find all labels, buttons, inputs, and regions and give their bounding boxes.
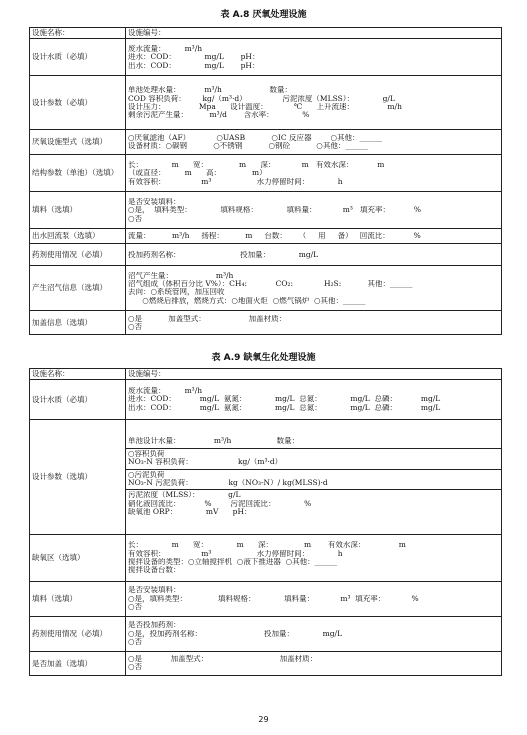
field-line: ○是 加盖型式： 加盖材质：: [128, 655, 318, 663]
field-line: 废水流量： m³/h: [128, 386, 203, 395]
facility-name-label: 设施名称：: [30, 369, 126, 380]
field-line: ○否: [128, 214, 143, 223]
facility-number-label: 设施编号：: [126, 369, 502, 380]
field-line: 有效容积： m³ 水力停留时间： h: [128, 549, 343, 558]
field-line: ○是，投加药剂名称： 投加量： mg/L: [128, 629, 343, 638]
row-label: 药剂使用情况（必填）: [30, 244, 126, 266]
table-row: [30, 192, 502, 229]
field-line: 沼气组成（体积百分比 V%）：CH₄: CO₂: H₂S: 其他：______: [128, 280, 413, 288]
field-line: 单池设计水量： m³/h 数量：: [128, 437, 300, 446]
table-a9: [29, 368, 502, 676]
row-content: [126, 535, 502, 582]
table-header-row: [30, 28, 502, 39]
row-content: [126, 155, 502, 192]
field-line: 长： m 宽： m 深： m 有效水深： m: [128, 541, 406, 550]
field-block: [126, 654, 501, 673]
field-line: 污泥浓度（MLSS）： g/L: [128, 491, 241, 500]
field-line: COD 容积负荷： kg/（m³·d） 污泥浓度（MLSS）： g/L: [128, 94, 395, 103]
field-line: ○厌氧滤池（AF） ○UASB ○IC 反应器 ○其他：______: [128, 134, 383, 142]
table-row: [30, 652, 502, 676]
row-content: [126, 130, 502, 155]
row-label: 设计水质（必填）: [30, 380, 126, 420]
row-label: 是否加盖（选填）: [30, 652, 126, 676]
field-line: 是否安装填料：: [128, 197, 181, 206]
table-row: [30, 617, 502, 652]
table-a9-caption: 表 A.9 缺氧生化处理设施: [211, 353, 316, 363]
table-row: [30, 76, 502, 130]
table-row: [30, 380, 502, 420]
field-line: ○否: [128, 322, 143, 331]
field-line: 设备材质：○碳钢 ○不锈钢 ○钢砼 ○其他：______: [128, 142, 368, 151]
table-row: [30, 229, 502, 244]
field-block: [126, 585, 501, 612]
row-content: [126, 582, 502, 617]
table-row: [30, 39, 502, 76]
field-line: 缺氧池 ORP： mV pH：: [128, 508, 252, 517]
field-line: 出水：COD： mg/L pH：: [128, 61, 260, 70]
field-line: ○是 加盖型式： 加盖材质：: [128, 314, 287, 323]
field-line: 废水流量： m³/h: [128, 44, 203, 53]
table-row: [30, 582, 502, 617]
table-row: [30, 535, 502, 582]
field-line: 剩余污泥产生量： m³/d 含水率： %: [128, 111, 310, 120]
field-block: [126, 540, 501, 576]
field-line: 投加药剂名称： 投加量： mg/L: [128, 250, 319, 259]
row-content: [126, 192, 502, 229]
field-line: ○是，填料类型： 填料规格： 填料量： m³ 填充率： %: [128, 594, 419, 603]
row-content: [126, 266, 502, 311]
row-label: 结构参数（单池）（选填）: [30, 155, 126, 192]
row-label: 产生沼气信息（选填）: [30, 266, 126, 311]
field-line: 长： m 宽： m 深： m 有效水深： m: [128, 160, 385, 169]
facility-name-label: 设施名称：: [30, 28, 126, 39]
table-row: [30, 420, 502, 535]
field-line: 去向：○系统管网，加压回收: [128, 288, 225, 297]
field-line: 流量： m³/h 扬程： m 台数： （ 用 备） 回流比： %: [128, 232, 421, 241]
field-line: ○否: [128, 603, 143, 612]
row-content: [126, 244, 502, 266]
row-content: [126, 76, 502, 130]
field-block: [126, 448, 501, 468]
field-line: 硝化液回流比： % 污泥回流比： %: [128, 499, 312, 508]
row-content: [126, 652, 502, 676]
field-line: 进水：COD： mg/L pH：: [128, 53, 260, 62]
table-a8-caption: 表 A.8 厌氧处理设施: [220, 10, 307, 20]
page-number: 29: [258, 715, 269, 724]
field-line: 设计压力： Mpa 设计温度： ℃ 上升流速： m/h: [128, 102, 402, 111]
row-label: 出水回流泵（选填）: [30, 229, 126, 244]
row-content: [126, 380, 502, 420]
table-row: [30, 244, 502, 266]
table-row: [30, 130, 502, 155]
facility-number-label: 设施编号：: [126, 28, 502, 39]
field-line: 进水：COD： mg/L 氨氮： mg/L 总氮： mg/L 总磷： mg/L: [128, 395, 441, 404]
table-a8: [29, 27, 502, 335]
table-header-row: [30, 369, 502, 380]
field-block: [126, 469, 501, 489]
field-line: 搅拌设备的类型：○立轴搅拌机 ○液下推进器 ○其他：______: [128, 557, 338, 566]
row-label: 设计参数（选填）: [30, 420, 126, 535]
row-label: 缺氧区（选填）: [30, 535, 126, 582]
field-line: 搅拌设备台数：: [128, 566, 181, 575]
field-line: 出水：COD： mg/L 氨氮： mg/L 总氮： mg/L 总磷： mg/L: [128, 403, 441, 412]
table-row: [30, 155, 502, 192]
table-row: [30, 266, 502, 311]
field-block: [126, 489, 501, 517]
row-label: 填料（选填）: [30, 192, 126, 229]
row-label: 设计水质（必填）: [30, 39, 126, 76]
field-line: ○否: [128, 663, 143, 672]
table-row: [30, 311, 502, 335]
field-line: （或直径： m 高： m）: [128, 169, 267, 178]
row-label: 设计参数（必填）: [30, 76, 126, 130]
field-line: 是否安装填料：: [128, 586, 181, 595]
field-line: 单池处理水量： m³/h 数量：: [128, 86, 292, 95]
field-line: ○否: [128, 638, 143, 647]
row-content: [126, 229, 502, 244]
field-line: 沼气产生量： m³/h: [128, 271, 234, 280]
field-block: [126, 436, 501, 446]
row-label: 药剂使用情况（必填）: [30, 617, 126, 652]
field-line: 有效容积： m³ 水力停留时间： h: [128, 177, 343, 186]
row-label: 加盖信息（选填）: [30, 311, 126, 335]
field-line: ○污泥负荷: [128, 470, 165, 479]
field-block: [126, 620, 501, 647]
row-content: [126, 311, 502, 335]
row-label: 厌氧设施型式（选填）: [30, 130, 126, 155]
field-line: NO₃-N 容积负荷： kg/（m³·d）: [128, 458, 283, 467]
field-block: [126, 386, 501, 413]
row-content: [126, 39, 502, 76]
field-line: ○燃烧后排放，燃烧方式：○地面火炬 ○燃气锅炉 ○其他：______: [128, 296, 366, 305]
field-line: 是否投加药剂：: [128, 621, 181, 630]
field-line: NO₃-N 污泥负荷： kg（NO₃-N）/ kg(MLSS)·d: [128, 478, 328, 487]
row-content: [126, 420, 502, 535]
field-line: ○是， 填料类型： 填料规格： 填料量： m³ 填充率： %: [128, 206, 421, 215]
field-line: ○容积负荷: [128, 449, 165, 458]
row-content: [126, 617, 502, 652]
row-label: 填料（选填）: [30, 582, 126, 617]
